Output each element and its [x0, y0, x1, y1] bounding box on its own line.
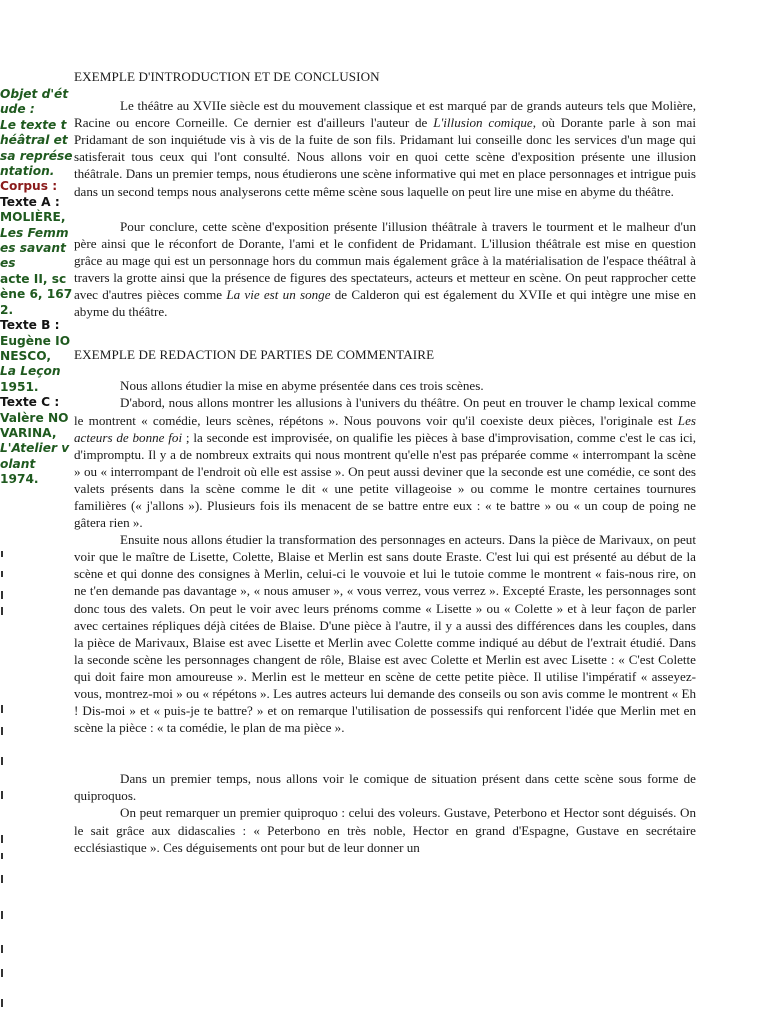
objet-value: Le texte théâtral et sa représentation. — [0, 117, 73, 179]
margin-mark — [1, 853, 3, 859]
margin-mark — [1, 969, 3, 977]
margin-mark — [1, 757, 3, 765]
objet-label: Objet d'étude : — [0, 87, 69, 117]
margin-mark — [1, 911, 3, 919]
texte-c-label: Texte C : — [0, 395, 60, 410]
commentaire-paragraph-4: Dans un premier temps, nous allons voir le comique de situation présent dans cette scène sous forme de quiproquos. — [74, 771, 696, 804]
margin-mark — [1, 551, 3, 557]
margin-mark — [1, 591, 3, 599]
texte-c-author: Valère NOVARINA, — [0, 410, 69, 440]
work-title: Les acteurs de bonne foi — [74, 412, 696, 445]
commentaire-paragraph-1: Nous allons étudier la mise en abyme présentée dans ces trois scènes. — [120, 378, 484, 394]
margin-mark — [1, 705, 3, 713]
margin-mark — [1, 999, 3, 1007]
texte-b-year: 1951. — [0, 379, 39, 394]
texte-a-ref: acte II, scène 6, 1672. — [0, 271, 73, 317]
margin-mark — [1, 791, 3, 799]
text-run: Pour conclure, cette scène d'exposition présente l'illusion théâtrale à travers le tourment et le malheur d'un père ainsi que le réconfort de Dorante, l'ami et le confident de Pridamant. L'illusion théâtrale est mise en question grâce au mage qui est un personnage hors du commun mais également grâce à la matérialisation de l'espace théâtral à travers la grotte ainsi que la présence de figures des spectateurs, acteurs et metteur en scène. On peut rapprocher cette avec d'autres pièces comme — [74, 218, 696, 303]
texte-a-author: MOLIÈRE, — [0, 210, 66, 225]
margin-mark — [1, 875, 3, 883]
margin-mark — [1, 945, 3, 953]
section-heading-introduction: EXEMPLE D'INTRODUCTION ET DE CONCLUSION — [74, 69, 380, 84]
margin-mark — [1, 727, 3, 735]
texte-b-label: Texte B : — [0, 318, 60, 333]
text-run: D'abord, nous allons montrer les allusions à l'univers du théâtre. On peut en trouver le champ lexical comme le montrent « comédie, leurs scènes, répétons ». Nous pouvons voir qu'il coexiste deux pièces, l'originale est — [74, 395, 696, 428]
texte-b-work: La Leçon — [0, 364, 61, 379]
section-heading-commentaire: EXEMPLE DE REDACTION DE PARTIES DE COMMENTAIRE — [74, 347, 435, 363]
corpus-label: Corpus : — [0, 179, 58, 194]
document-sidebar — [0, 87, 74, 488]
conclusion-paragraph — [74, 218, 696, 321]
text-run: ; la seconde est improvisée, on qualifie les pièces à base d'improvisation, comme c'est le cas ici, d'impromptu. Il y a de nombreux extraits qui nous montrent qu'elle n'est pas préparée comme « interrompant la scène » ou « interrompant de l'endroit où elle est assise ». On peut aussi deviner que la seconde est une comédie, ce sont des valets présents dans la scène comme le dit « une petite villageoise » ou comme le montre certaines tournures familières (« j'allons »). Plusieurs fois ils menacent de se battre entre eux : « te battre » ou « un coup de poing ne gâtera rien ». — [74, 429, 697, 531]
texte-a-label: Texte A : — [0, 194, 60, 209]
commentaire-paragraph-2 — [74, 394, 696, 531]
work-title: L'illusion comique — [433, 115, 533, 131]
text-run: , où Dorante parle à son mai Pridamant de son inquiétude vis à vis de la fuite de son fils. Pridamant lui conseille donc les services d'un mage qui satisferait tous ceux qui l'ont consulté. Nous allons voir en quoi cette scène d'exposition présente une illusion théâtrale. Dans un premier temps, nous étudierons une scène informative qui met en place personnages et intrigue puis dans un second temps nous analyserons cette même scène sous laquelle on peut lire une mise en abyme du théâtre. — [74, 115, 696, 199]
text-run: de Calderon qui est également du XVIIe et qui intègre une mise en abyme du théâtre. — [74, 287, 696, 320]
introduction-paragraph — [74, 97, 696, 200]
text-run: Le théâtre au XVIIe siècle est du mouvement classique et est marqué par de grands auteurs tels que Molière, Racine ou encore Corneille. Ce dernier est d'ailleurs l'auteur de — [74, 98, 696, 131]
texte-c-work: L'Atelier volant — [0, 441, 70, 471]
work-title: La vie est un songe — [226, 287, 331, 303]
margin-marks — [0, 545, 6, 1015]
margin-mark — [1, 607, 3, 615]
document-body — [74, 68, 696, 856]
commentaire-paragraph-3: Ensuite nous allons étudier la transformation des personnages en acteurs. Dans la pièce de Marivaux, on peut voir que le maître de Lisette, Colette, Blaise et Merlin est sans doute Eraste. C'est lui qui est présenté au début de la scène et qui donne des consignes à Merlin, celui-ci le vouvoie et lui le tutoie comme le montrent « fais-nous rire, on ne t'en demande pas davantage », « nous amuser », « vous verrez, vous verrez ». Excepté Eraste, les personnages sont donc tous des valets. On peut le voir avec leurs prénoms comme « Lisette » ou « Colette » et à leur façon de parler avec certaines répliques déjà citées de Blaise. D'une pièce à l'autre, il y a aussi des différences dans les couples, dans la pièce de Marivaux, Blaise est avec Lisette et Merlin avec Colette comme indiqué au début de l'extrait étudié. Dans la seconde scène les personnages changent de rôle, Blaise est avec Colette et Merlin est avec Lisette : « C'est Colette qui doit faire mon amoureuse ». Merlin est le metteur en scène de cette petite pièce. Il utilise l'impératif « asseyez-vous, montrez-moi » ou « répétons ». Les autres acteurs lui demande des conseils ou son avis comme le montrent « Eh ! Dis-moi » et « puis-je te battre? » et on remarque l'utilisation de possessifs qui renforcent l'idée que Merlin met en scène la pièce : « ta comédie, le plan de ma pièce ». — [74, 532, 696, 736]
margin-mark — [1, 571, 3, 577]
texte-c-year: 1974. — [0, 472, 39, 487]
texte-b-author: Eugène IONESCO, — [0, 333, 71, 363]
texte-a-work: Les Femmes savantes — [0, 225, 69, 271]
margin-mark — [1, 835, 3, 843]
commentaire-paragraph-5: On peut remarquer un premier quiproquo : celui des voleurs. Gustave, Peterbono et Hector sont déguisés. On le sait grâce aux didascalies : « Peterbono en très noble, Hector en grand d'Espagne, Gustave en secrétaire ecclésiastique ». Ces déguisements ont pour but de leur donner un — [74, 805, 696, 855]
